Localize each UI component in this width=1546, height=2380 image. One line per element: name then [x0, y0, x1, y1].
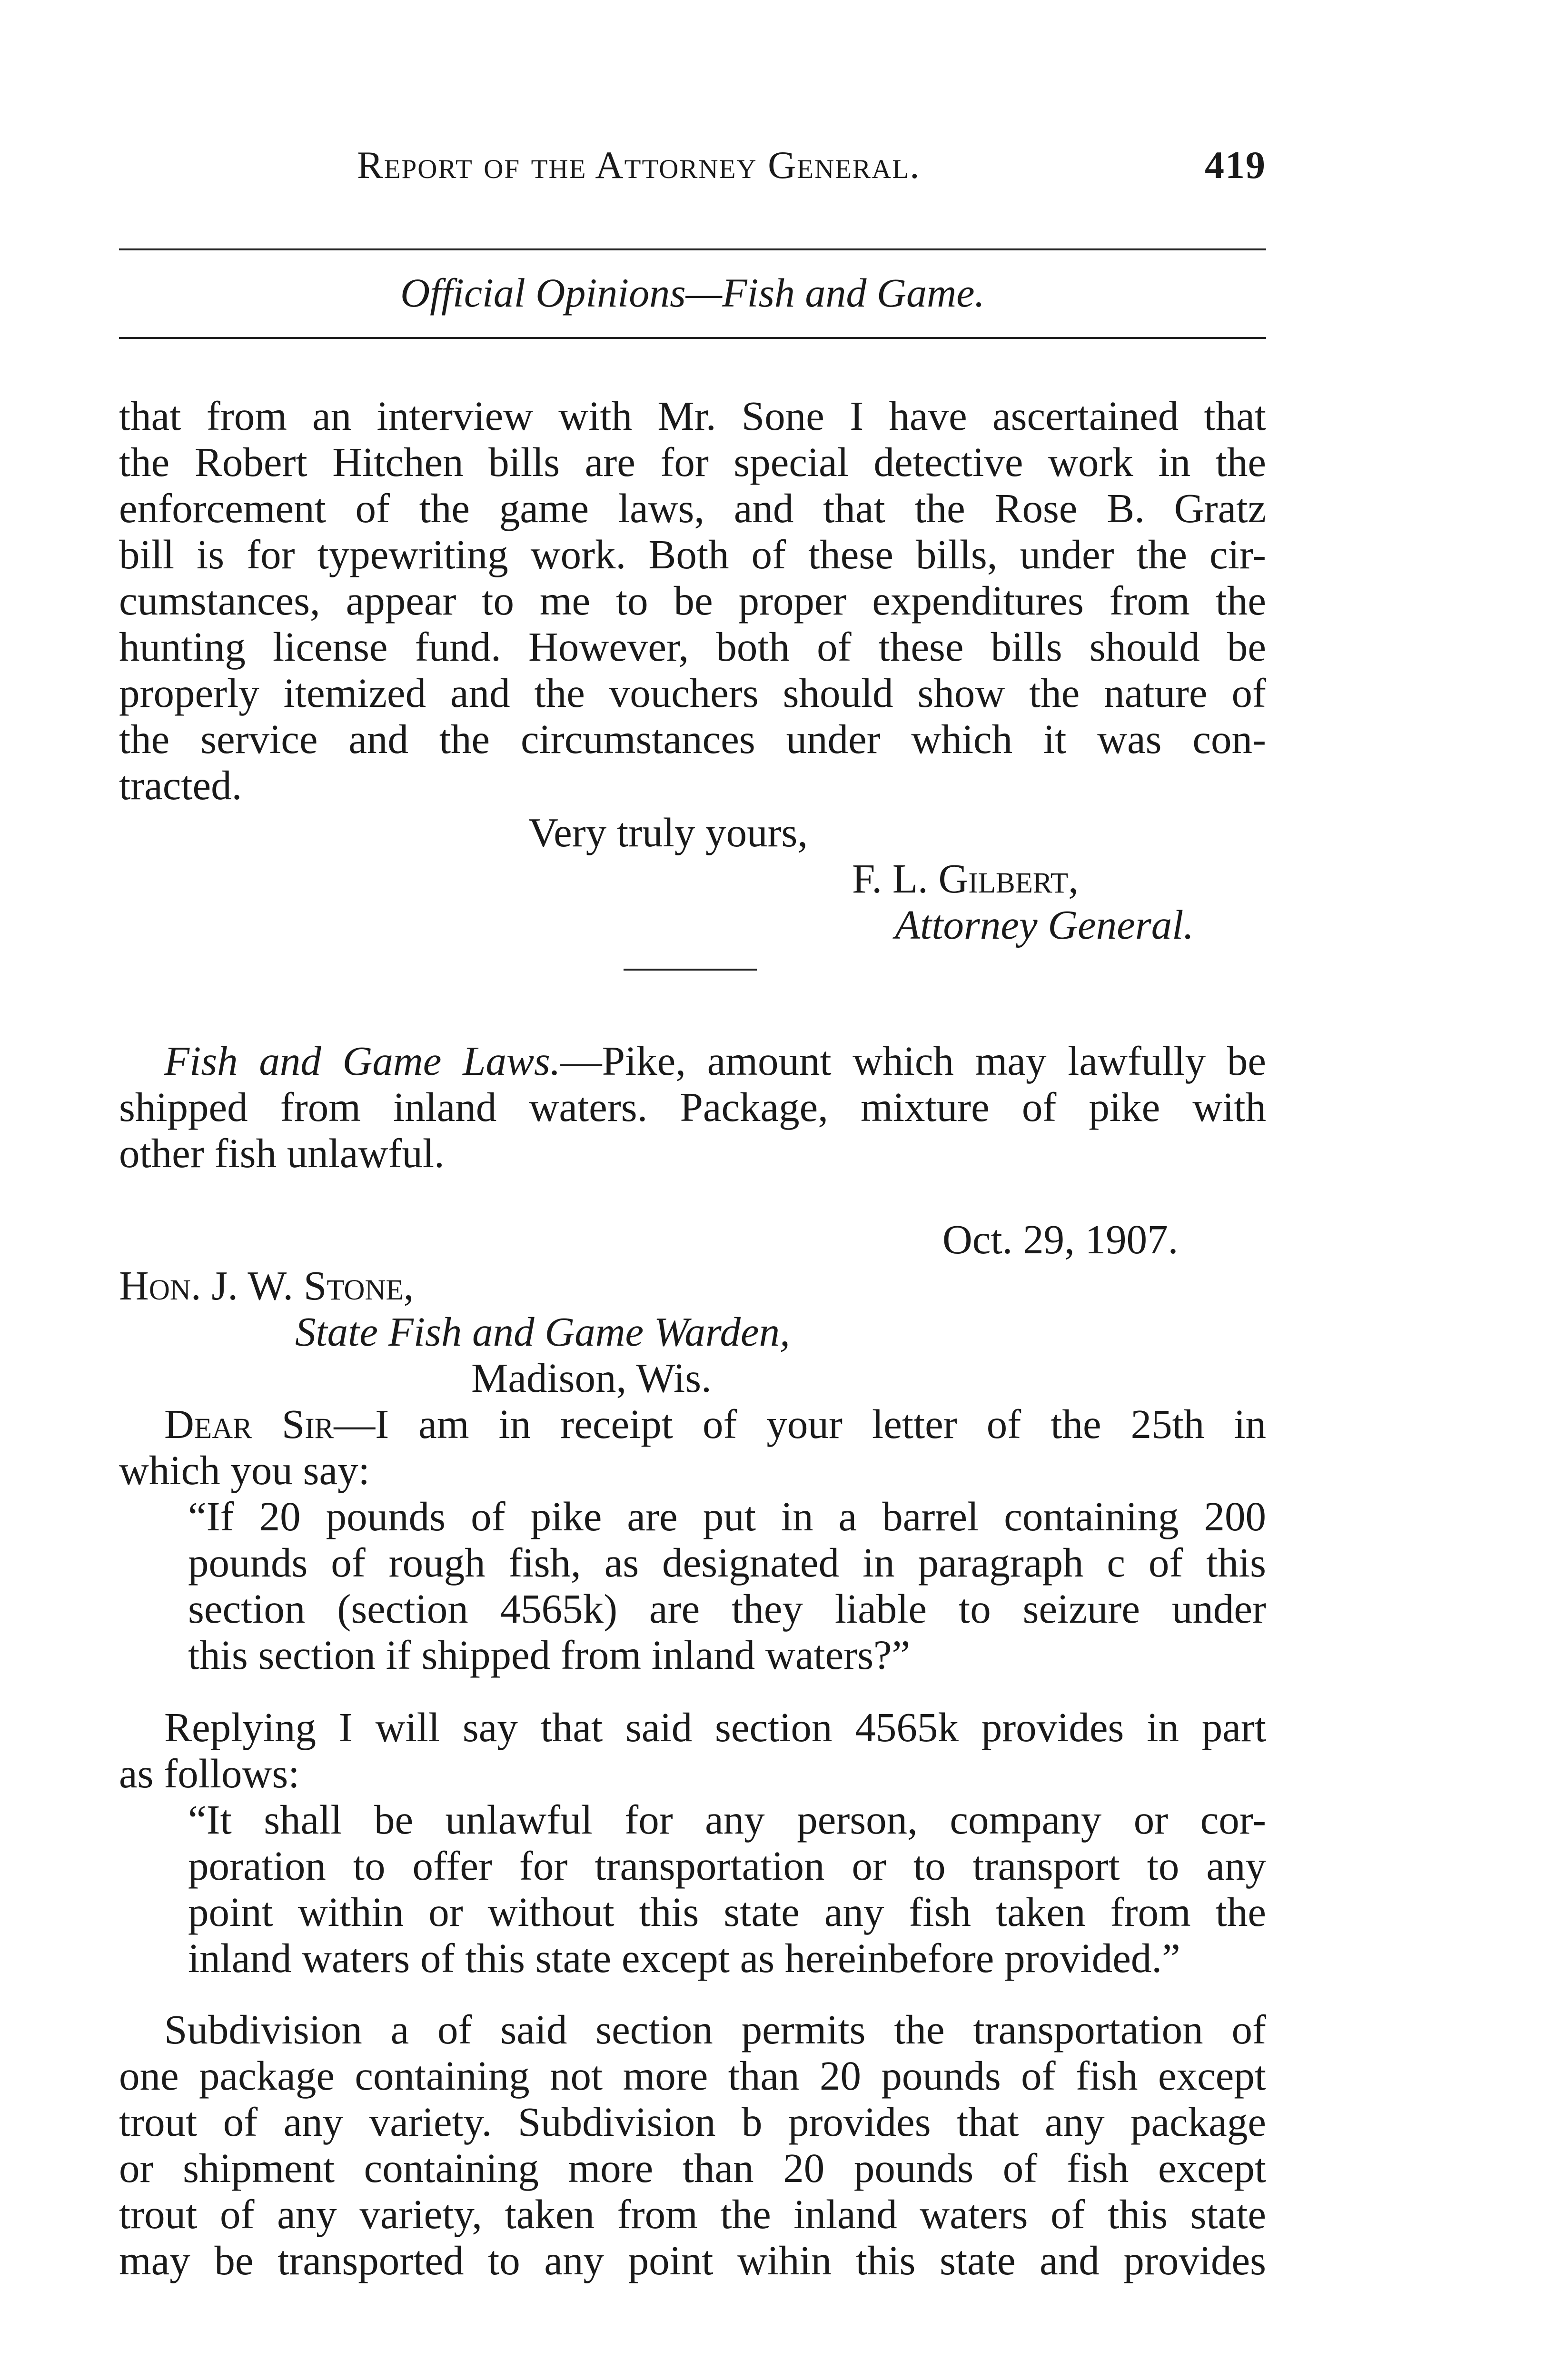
text-line: tracted.: [119, 762, 242, 808]
signatory-name: F. L. Gilbert,: [852, 855, 1079, 902]
syllabus-heading: Fish and Game Laws.: [164, 1038, 561, 1084]
section-subheading: Official Opinions—Fish and Game.: [400, 270, 985, 316]
greeting: Dear Sir: [164, 1401, 334, 1447]
paragraph-3: [119, 2006, 1266, 2283]
letter-date: Oct. 29, 1907.: [942, 1216, 1179, 1262]
text-line: one package containing not more than 20 pounds of fish except: [119, 2053, 1266, 2099]
addressee-city: Madison, Wis.: [471, 1355, 712, 1401]
text-line: may be transported to any point wihin this state and provides: [119, 2237, 1266, 2283]
text-line: properly itemized and the vouchers should show the nature of: [119, 670, 1266, 716]
text-line: enforcement of the game laws, and that the Rose B. Gratz: [119, 485, 1266, 531]
text-line: or shipment containing more than 20 pounds of fish except: [119, 2145, 1266, 2191]
header-rule-bottom: [119, 337, 1266, 339]
text-line: cumstances, appear to me to be proper expenditures from the: [119, 577, 1266, 624]
paragraph-2: [119, 1704, 1266, 1796]
text-line: the Robert Hitchen bills are for special detective work in the: [119, 439, 1266, 485]
syllabus-line: [119, 1038, 1266, 1084]
section-divider: [624, 969, 757, 971]
running-header: [119, 143, 1266, 200]
syllabus-line: shipped from inland waters. Package, mixture of pike with: [119, 1084, 1266, 1130]
quote-1: [188, 1493, 1266, 1678]
text-line: that from an interview with Mr. Sone I have ascertained that: [119, 393, 1266, 439]
quote-line: “It shall be unlawful for any person, company or cor-: [188, 1796, 1266, 1843]
quote-line: point within or without this state any fish taken from the: [188, 1889, 1266, 1935]
quote-line: this section if shipped from inland waters?”: [188, 1632, 911, 1678]
text-line: as follows:: [119, 1750, 300, 1796]
quote-line: poration to offer for transportation or to transport to any: [188, 1843, 1266, 1889]
text-line: hunting license fund. However, both of these bills should be: [119, 624, 1266, 670]
quote-line: pounds of rough fish, as designated in paragraph c of this: [188, 1539, 1266, 1586]
page-number: 419: [1205, 143, 1266, 187]
text-line: the service and the circumstances under which it was con-: [119, 716, 1266, 762]
syllabus-text: —Pike, amount which may lawfully be: [560, 1038, 1266, 1084]
quote-2: [188, 1796, 1266, 1981]
text-line: bill is for typewriting work. Both of these bills, under the cir-: [119, 531, 1266, 577]
header-title: Report of the Attorney General.: [357, 143, 921, 187]
syllabus-line: other fish unlawful.: [119, 1130, 445, 1176]
header-rule-top: [119, 248, 1266, 250]
intro-line: [119, 1401, 1266, 1447]
text-line: Replying I will say that said section 4565k provides in part: [164, 1704, 1266, 1750]
quote-line: section (section 4565k) are they liable to seizure under: [188, 1586, 1266, 1632]
quote-line: “If 20 pounds of pike are put in a barrel containing 200: [188, 1493, 1266, 1539]
paragraph-1: [119, 393, 1266, 808]
signatory-title: Attorney General.: [895, 902, 1194, 948]
addressee-name: Hon. J. W. Stone,: [119, 1262, 414, 1309]
intro-text: —I am in receipt of your letter of the 25th in: [334, 1401, 1266, 1447]
quote-line: inland waters of this state except as hereinbefore provided.”: [188, 1935, 1180, 1981]
addressee-title: State Fish and Game Warden,: [295, 1309, 790, 1355]
text-line: trout of any variety, taken from the inland waters of this state: [119, 2191, 1266, 2237]
closing-salutation: Very truly yours,: [528, 809, 808, 855]
syllabus: [119, 1038, 1266, 1176]
text-line: trout of any variety. Subdivision b provides that any package: [119, 2099, 1266, 2145]
letter-intro: [119, 1401, 1266, 1493]
intro-line: which you say:: [119, 1447, 370, 1493]
text-line: Subdivision a of said section permits the transportation of: [164, 2006, 1266, 2053]
